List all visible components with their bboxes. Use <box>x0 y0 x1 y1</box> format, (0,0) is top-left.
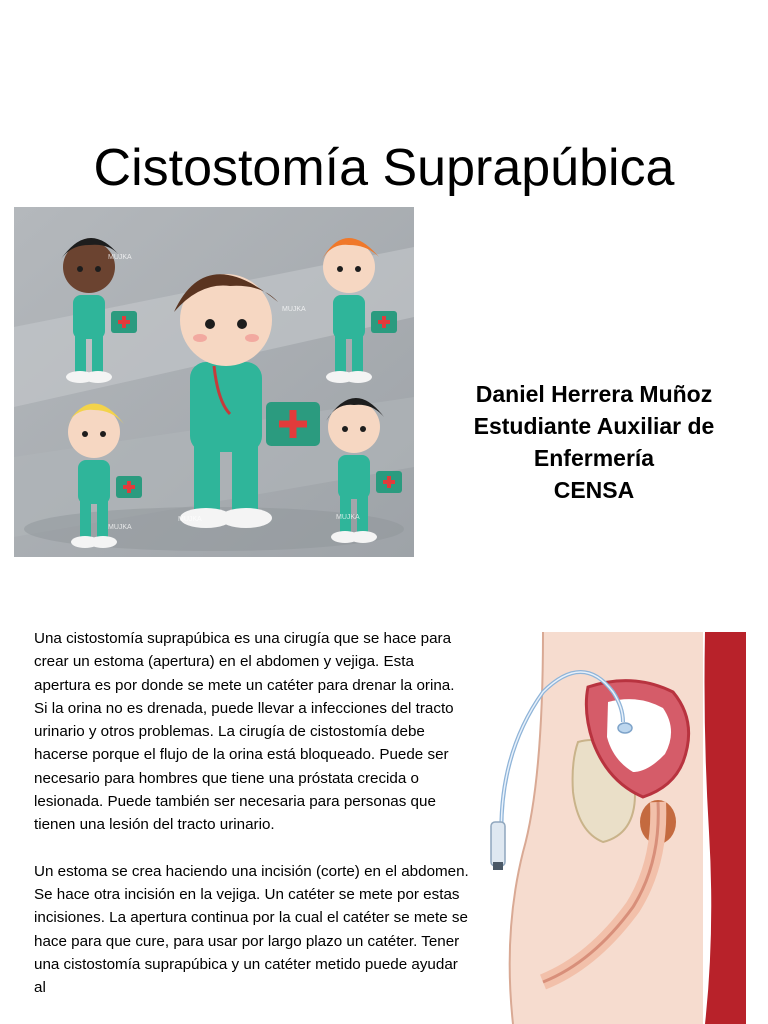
paragraph: Una cistostomía suprapúbica es una cirugía que se hace para crear un estoma (apertura) en el abdomen y vejiga. Esta apertura es por donde se mete un catéter para drenar la orina. Si la orina no es drenada, puede llevar a infecciones del tracto urinario y otros problemas. La cirugía de cistostomía debe hacerse porque el flujo de la orina está bloqueado. Puede ser necesario para hombres que tiene una próstata crecida o lesionada. Puede también ser necesaria para personas que tienen una lesión del tracto urinario. <box>34 630 455 834</box>
paragraph: Un estoma se crea haciendo una incisión (corte) en el abdomen. Se hace otra incisión en la vejiga. Un catéter se mete por estas incisiones. La apertura continua por la cual el catéter se mete se hace para que cure, para usar por largo plazo un catéter. Tener una cistostomía suprapúbica y un catéter metido puede ayudar al <box>34 862 469 997</box>
author-institution: CENSA <box>553 477 635 503</box>
page-title: Cistostomía Suprapúbica <box>93 139 675 197</box>
watermark-text: MUJKA <box>336 514 360 521</box>
nurse-characters-illustration <box>14 207 414 557</box>
watermark-text: MUJKA <box>108 524 132 531</box>
watermark-text: MUJKA <box>108 254 132 261</box>
author-role-line1: Estudiante Auxiliar de <box>473 413 715 439</box>
author-role-line2: Enfermería <box>533 445 655 471</box>
body-text <box>34 627 470 1022</box>
watermark-text: MUJKA <box>282 306 306 313</box>
author-block <box>430 378 758 506</box>
suprapubic-catheter-anatomy-illustration <box>483 632 746 1024</box>
watermark-text: MUJKA <box>178 516 202 523</box>
author-name: Daniel Herrera Muñoz <box>475 381 713 407</box>
